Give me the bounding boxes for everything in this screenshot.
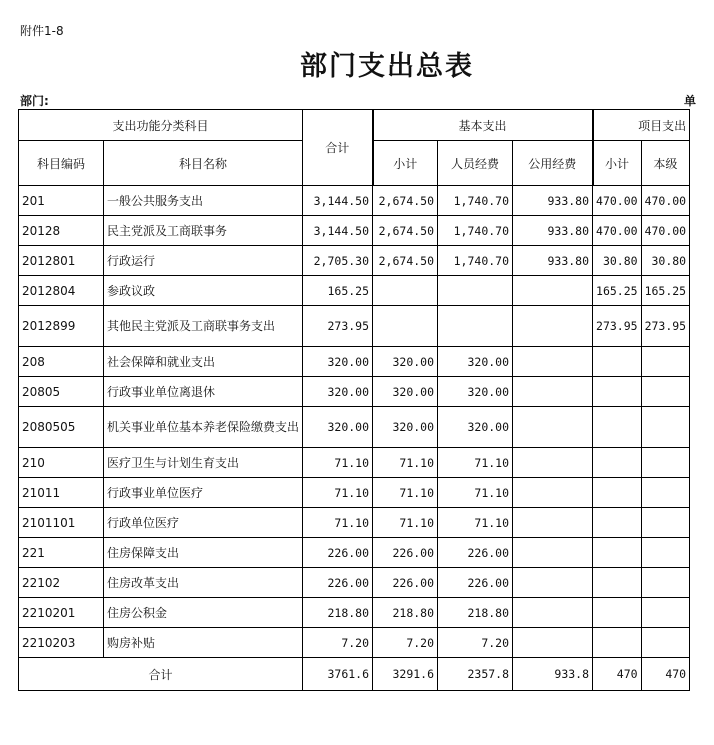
- cell-project-subtotal: [593, 628, 642, 658]
- cell-project-level: [641, 508, 690, 538]
- cell-project-level: 273.95: [641, 306, 690, 347]
- cell-total: 71.10: [303, 508, 373, 538]
- total-row-public: 933.8: [513, 658, 593, 691]
- cell-name: 住房保障支出: [104, 538, 303, 568]
- cell-code: 2080505: [19, 407, 104, 448]
- cell-public: [513, 347, 593, 377]
- cell-project-level: [641, 568, 690, 598]
- cell-code: 221: [19, 538, 104, 568]
- cell-project-subtotal: 470.00: [593, 216, 642, 246]
- cell-basic-subtotal: 218.80: [373, 598, 438, 628]
- cell-public: 933.80: [513, 246, 593, 276]
- table-row: [19, 377, 690, 407]
- cell-total: 218.80: [303, 598, 373, 628]
- cell-total: 165.25: [303, 276, 373, 306]
- cell-basic-subtotal: 71.10: [373, 448, 438, 478]
- header-project: 项目支出: [593, 110, 690, 141]
- cell-public: [513, 508, 593, 538]
- total-row-label: 合计: [19, 658, 303, 691]
- total-row-project-level: 470: [641, 658, 690, 691]
- cell-total: 320.00: [303, 377, 373, 407]
- cell-name: 民主党派及工商联事务: [104, 216, 303, 246]
- cell-name: 医疗卫生与计划生育支出: [104, 448, 303, 478]
- table-row: [19, 628, 690, 658]
- table-row: [19, 216, 690, 246]
- cell-personnel: 1,740.70: [438, 216, 513, 246]
- cell-personnel: 71.10: [438, 508, 513, 538]
- cell-code: 20128: [19, 216, 104, 246]
- cell-personnel: 226.00: [438, 568, 513, 598]
- cell-name: 社会保障和就业支出: [104, 347, 303, 377]
- cell-basic-subtotal: 320.00: [373, 407, 438, 448]
- cell-code: 2210201: [19, 598, 104, 628]
- header-project-subtotal: 小计: [593, 141, 642, 186]
- cell-basic-subtotal: 320.00: [373, 347, 438, 377]
- cell-code: 22102: [19, 568, 104, 598]
- header-basic: 基本支出: [373, 110, 593, 141]
- cell-basic-subtotal: [373, 276, 438, 306]
- cell-public: [513, 568, 593, 598]
- cell-name: 行政运行: [104, 246, 303, 276]
- table-row: [19, 407, 690, 448]
- table-row: [19, 448, 690, 478]
- cell-basic-subtotal: 226.00: [373, 538, 438, 568]
- total-row-personnel: 2357.8: [438, 658, 513, 691]
- cell-total: 71.10: [303, 448, 373, 478]
- cell-public: [513, 276, 593, 306]
- cell-total: 7.20: [303, 628, 373, 658]
- department-label: 部门:: [20, 94, 49, 108]
- table-row: [19, 347, 690, 377]
- cell-total: 2,705.30: [303, 246, 373, 276]
- cell-project-subtotal: [593, 448, 642, 478]
- cell-code: 2012899: [19, 306, 104, 347]
- expenditure-table: [18, 109, 690, 691]
- cell-personnel: [438, 306, 513, 347]
- cell-public: [513, 306, 593, 347]
- table-row: [19, 306, 690, 347]
- cell-project-level: 470.00: [641, 216, 690, 246]
- cell-public: [513, 598, 593, 628]
- total-row-basic-subtotal: 3291.6: [373, 658, 438, 691]
- table-row: [19, 568, 690, 598]
- cell-code: 201: [19, 186, 104, 216]
- cell-project-subtotal: [593, 377, 642, 407]
- cell-basic-subtotal: 2,674.50: [373, 216, 438, 246]
- cell-name: 住房改革支出: [104, 568, 303, 598]
- table-row: [19, 276, 690, 306]
- cell-project-level: [641, 478, 690, 508]
- cell-total: 71.10: [303, 478, 373, 508]
- cell-project-subtotal: [593, 568, 642, 598]
- attachment-label: 附件1-8: [20, 24, 64, 38]
- header-project-level: 本级: [641, 141, 690, 186]
- header-public: 公用经费: [513, 141, 593, 186]
- cell-public: [513, 448, 593, 478]
- cell-project-subtotal: 165.25: [593, 276, 642, 306]
- cell-public: [513, 377, 593, 407]
- cell-personnel: [438, 276, 513, 306]
- cell-project-subtotal: [593, 598, 642, 628]
- table-row: [19, 186, 690, 216]
- cell-project-level: [641, 347, 690, 377]
- cell-name: 机关事业单位基本养老保险缴费支出: [104, 407, 303, 448]
- cell-name: 一般公共服务支出: [104, 186, 303, 216]
- cell-project-level: [641, 538, 690, 568]
- cell-public: 933.80: [513, 216, 593, 246]
- cell-total: 320.00: [303, 407, 373, 448]
- cell-public: [513, 407, 593, 448]
- cell-code: 210: [19, 448, 104, 478]
- cell-name: 其他民主党派及工商联事务支出: [104, 306, 303, 347]
- header-name: 科目名称: [104, 141, 303, 186]
- table-row: [19, 478, 690, 508]
- cell-project-subtotal: [593, 347, 642, 377]
- cell-project-subtotal: 30.80: [593, 246, 642, 276]
- header-basic-subtotal: 小计: [373, 141, 438, 186]
- cell-code: 2101101: [19, 508, 104, 538]
- cell-total: 273.95: [303, 306, 373, 347]
- cell-personnel: 226.00: [438, 538, 513, 568]
- cell-project-subtotal: [593, 478, 642, 508]
- cell-project-level: [641, 407, 690, 448]
- cell-code: 21011: [19, 478, 104, 508]
- table-row: [19, 598, 690, 628]
- cell-personnel: 1,740.70: [438, 246, 513, 276]
- cell-personnel: 1,740.70: [438, 186, 513, 216]
- cell-total: 226.00: [303, 568, 373, 598]
- cell-basic-subtotal: [373, 306, 438, 347]
- page-title: 部门支出总表: [300, 51, 474, 82]
- cell-project-level: 30.80: [641, 246, 690, 276]
- cell-code: 2012804: [19, 276, 104, 306]
- cell-project-level: [641, 598, 690, 628]
- cell-project-subtotal: [593, 407, 642, 448]
- cell-name: 参政议政: [104, 276, 303, 306]
- header-total: 合计: [303, 110, 373, 186]
- cell-name: 行政单位医疗: [104, 508, 303, 538]
- cell-total: 3,144.50: [303, 186, 373, 216]
- cell-public: [513, 478, 593, 508]
- cell-project-level: [641, 448, 690, 478]
- cell-project-level: [641, 377, 690, 407]
- cell-personnel: 7.20: [438, 628, 513, 658]
- cell-personnel: 320.00: [438, 407, 513, 448]
- cell-public: 933.80: [513, 186, 593, 216]
- cell-basic-subtotal: 320.00: [373, 377, 438, 407]
- cell-project-subtotal: [593, 538, 642, 568]
- cell-total: 226.00: [303, 538, 373, 568]
- total-row-total: 3761.6: [303, 658, 373, 691]
- cell-code: 208: [19, 347, 104, 377]
- cell-total: 3,144.50: [303, 216, 373, 246]
- header-code: 科目编码: [19, 141, 104, 186]
- cell-basic-subtotal: 71.10: [373, 478, 438, 508]
- cell-personnel: 320.00: [438, 377, 513, 407]
- cell-code: 2012801: [19, 246, 104, 276]
- cell-personnel: 71.10: [438, 478, 513, 508]
- header-personnel: 人员经费: [438, 141, 513, 186]
- cell-name: 购房补贴: [104, 628, 303, 658]
- cell-public: [513, 538, 593, 568]
- header-classification: 支出功能分类科目: [19, 110, 303, 141]
- total-row-project-subtotal: 470: [593, 658, 642, 691]
- cell-personnel: 71.10: [438, 448, 513, 478]
- unit-label: 单: [683, 94, 696, 108]
- cell-project-level: 165.25: [641, 276, 690, 306]
- cell-name: 行政事业单位医疗: [104, 478, 303, 508]
- cell-personnel: 218.80: [438, 598, 513, 628]
- cell-project-level: [641, 628, 690, 658]
- cell-project-subtotal: 273.95: [593, 306, 642, 347]
- cell-basic-subtotal: 2,674.50: [373, 186, 438, 216]
- table-row: [19, 538, 690, 568]
- cell-basic-subtotal: 71.10: [373, 508, 438, 538]
- cell-code: 20805: [19, 377, 104, 407]
- cell-project-level: 470.00: [641, 186, 690, 216]
- cell-code: 2210203: [19, 628, 104, 658]
- table-row: [19, 508, 690, 538]
- cell-basic-subtotal: 2,674.50: [373, 246, 438, 276]
- cell-personnel: 320.00: [438, 347, 513, 377]
- cell-public: [513, 628, 593, 658]
- cell-project-subtotal: 470.00: [593, 186, 642, 216]
- cell-total: 320.00: [303, 347, 373, 377]
- cell-basic-subtotal: 7.20: [373, 628, 438, 658]
- cell-name: 住房公积金: [104, 598, 303, 628]
- cell-project-subtotal: [593, 508, 642, 538]
- cell-basic-subtotal: 226.00: [373, 568, 438, 598]
- table-row: [19, 246, 690, 276]
- cell-name: 行政事业单位离退休: [104, 377, 303, 407]
